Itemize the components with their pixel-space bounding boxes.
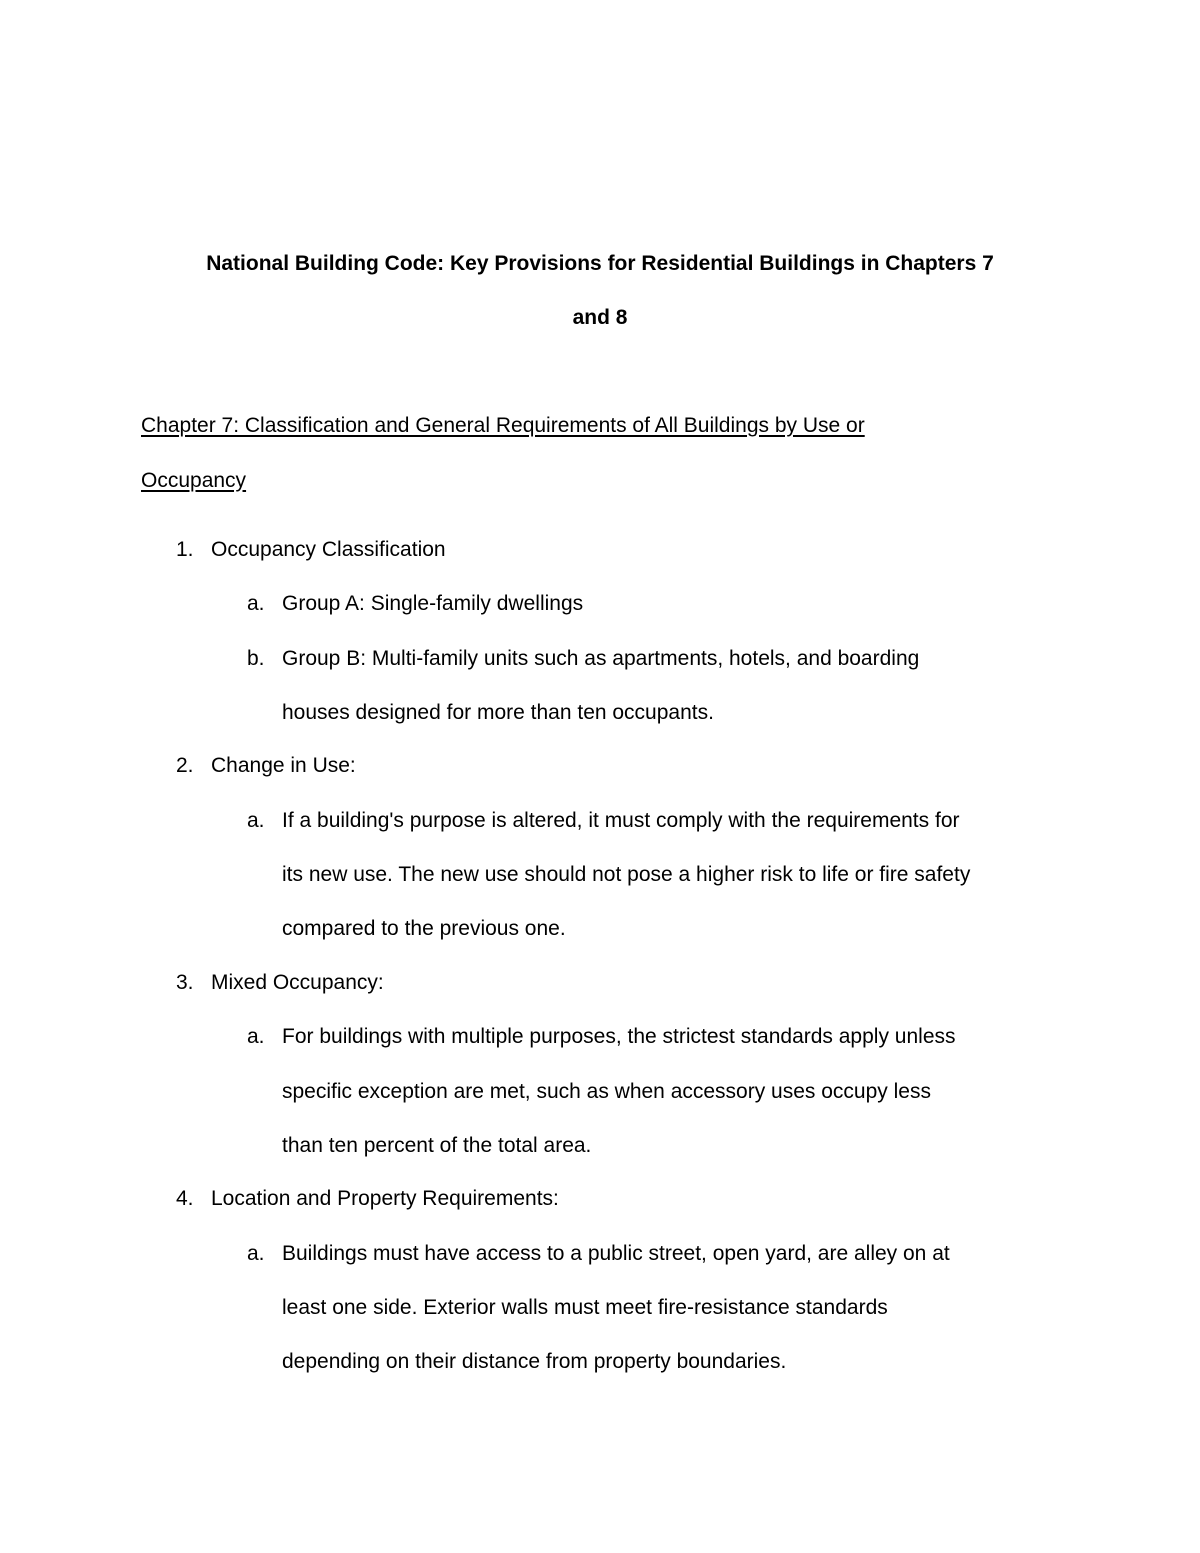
sub-item-letter: a. bbox=[247, 1242, 265, 1265]
title-line-1: National Building Code: Key Provisions for Residential Buildings in Chapters 7 bbox=[206, 252, 994, 275]
list-item-label: Mixed Occupancy: bbox=[211, 971, 384, 994]
document-title bbox=[130, 237, 1070, 345]
sub-item-text: Group B: Multi-family units such as apartments, hotels, and boarding bbox=[282, 647, 920, 670]
sub-item-letter: a. bbox=[247, 809, 265, 832]
sub-item-text: compared to the previous one. bbox=[282, 917, 566, 940]
sub-item-letter: b. bbox=[247, 647, 265, 670]
sub-item-text: Group A: Single-family dwellings bbox=[282, 592, 584, 615]
list-item-number: 2. bbox=[176, 754, 194, 777]
sub-item-text: If a building's purpose is altered, it must comply with the requirements for bbox=[282, 809, 960, 832]
list-item-number: 3. bbox=[176, 971, 194, 994]
list-item-number: 1. bbox=[176, 538, 194, 561]
sub-item-text: specific exception are met, such as when accessory uses occupy less bbox=[282, 1080, 931, 1103]
sub-item-text: least one side. Exterior walls must meet fire-resistance standards bbox=[282, 1296, 888, 1319]
sub-item-text: For buildings with multiple purposes, the strictest standards apply unless bbox=[282, 1025, 956, 1048]
chapter-heading-line-1: Chapter 7: Classification and General Requirements of All Buildings by Use or bbox=[141, 414, 865, 437]
sub-item-text: depending on their distance from property boundaries. bbox=[282, 1350, 787, 1373]
sub-item-text: its new use. The new use should not pose a higher risk to life or fire safety bbox=[282, 863, 971, 886]
sub-item-letter: a. bbox=[247, 592, 265, 615]
chapter-heading-line-2: Occupancy bbox=[141, 468, 247, 492]
list-item-label: Location and Property Requirements: bbox=[211, 1187, 559, 1210]
sub-item-text: Buildings must have access to a public street, open yard, are alley on at bbox=[282, 1242, 950, 1265]
list-item-number: 4. bbox=[176, 1187, 194, 1210]
sub-item-letter: a. bbox=[247, 1025, 265, 1048]
title-line-2: and 8 bbox=[572, 306, 628, 329]
list-item-label: Occupancy Classification bbox=[211, 538, 446, 561]
list-item-label: Change in Use: bbox=[211, 754, 356, 777]
chapter-heading bbox=[141, 399, 1041, 508]
sub-item-text: houses designed for more than ten occupants. bbox=[282, 701, 714, 724]
sub-item-text: than ten percent of the total area. bbox=[282, 1134, 592, 1157]
